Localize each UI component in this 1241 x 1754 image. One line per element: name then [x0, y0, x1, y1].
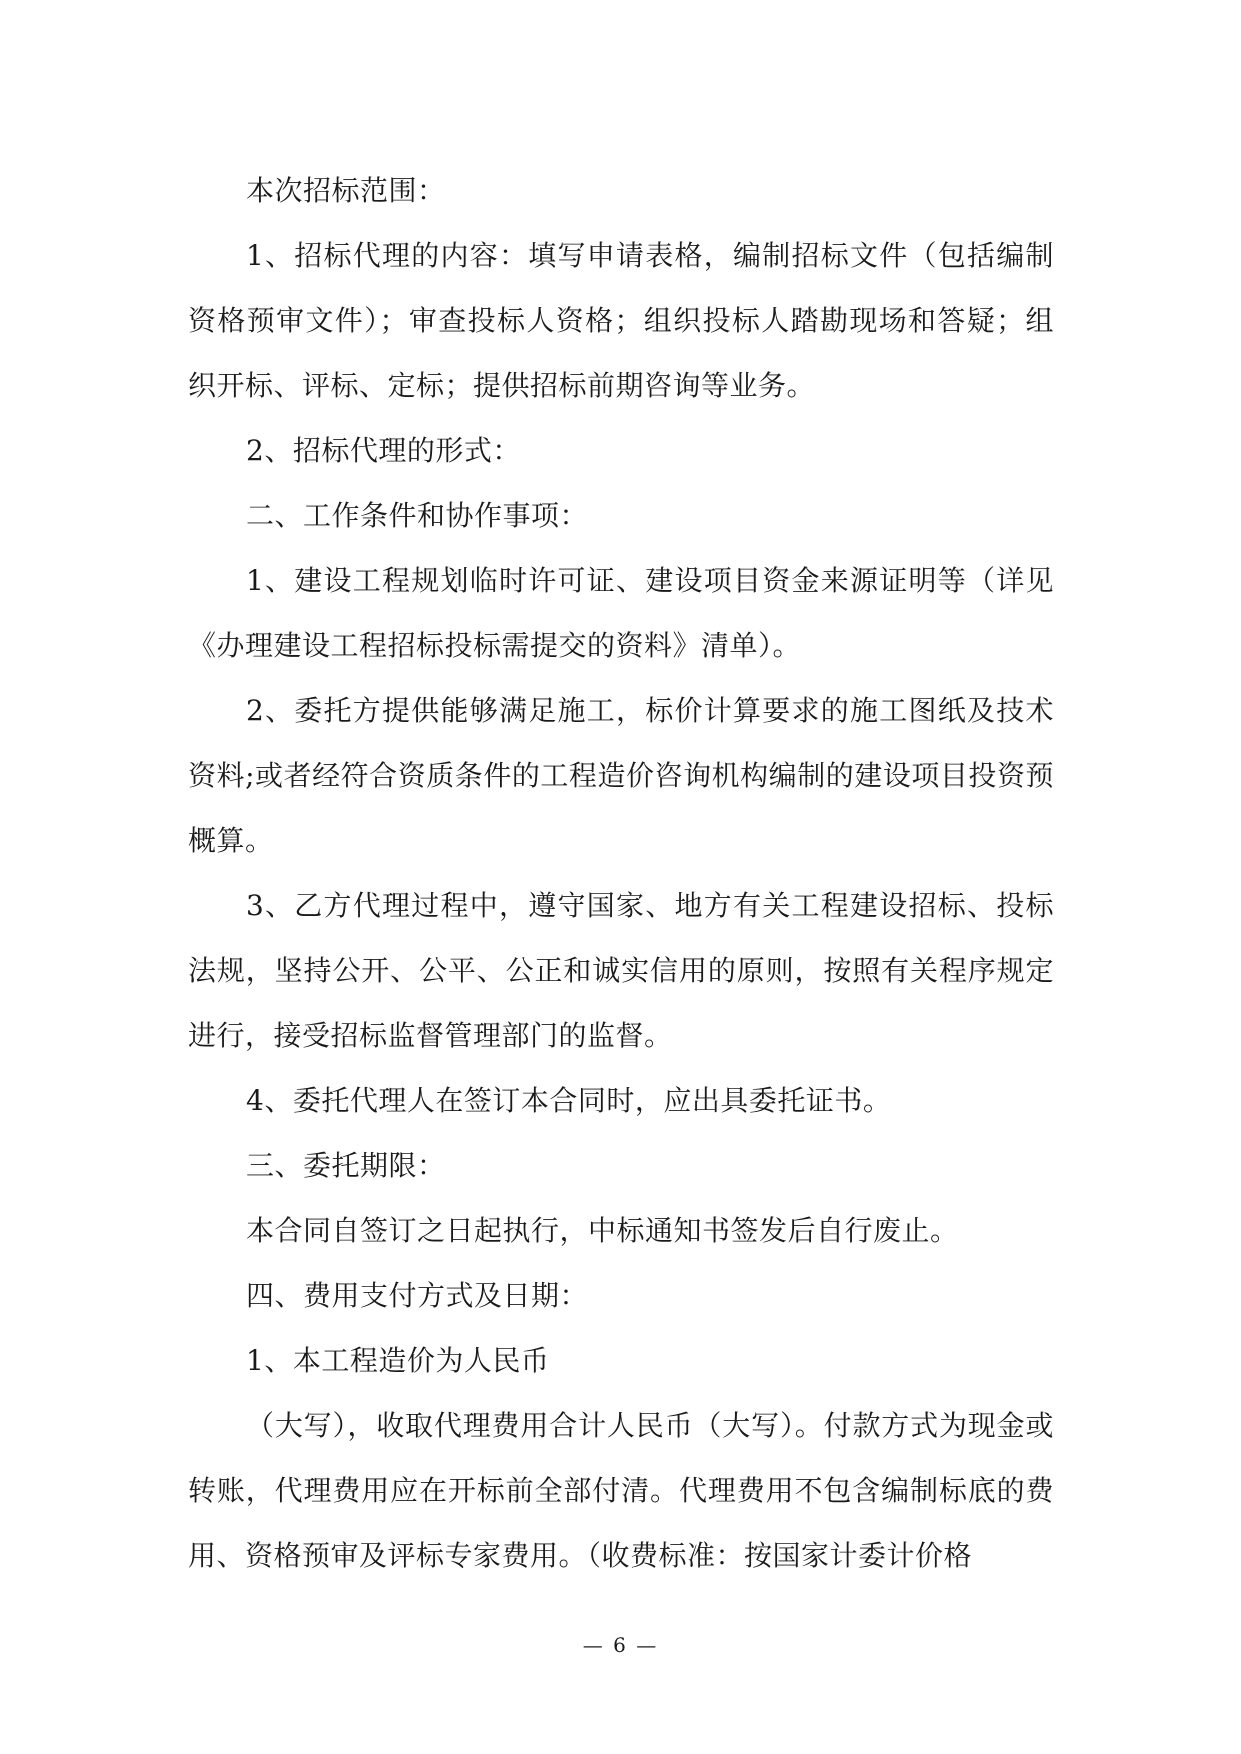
page-number: — 6 — [582, 1633, 659, 1657]
document-body [188, 158, 1054, 1588]
paragraph-scope-heading: 本次招标范围： [246, 174, 446, 207]
paragraph-condition-4: 4、委托代理人在签订本合同时，应出具委托证书。 [246, 1084, 892, 1117]
paragraph-payment-1: 1、本工程造价为人民币 [246, 1344, 550, 1377]
paragraph-agency-form: 2、招标代理的形式： [246, 434, 521, 467]
paragraph-term: 本合同自签订之日起执行，中标通知书签发后自行废止。 [246, 1214, 959, 1247]
section-heading-work-conditions: 二、工作条件和协作事项： [246, 499, 589, 532]
paragraph-payment-details: （大写），收取代理费用合计人民币（大写）。付款方式为现金或转账，代理费用应在开标前全部付清。代理费用不包含编制标底的费用、资格预审及评标专家费用。（收费标准：按国家计委计价格 [188, 1409, 1054, 1572]
paragraph-condition-3: 3、乙方代理过程中，遵守国家、地方有关工程建设招标、投标法规，坚持公开、公平、公正和诚实信用的原则，按照有关程序规定进行，接受招标监督管理部门的监督。 [188, 889, 1054, 1052]
paragraph-condition-1: 1、建设工程规划临时许可证、建设项目资金来源证明等（详见《办理建设工程招标投标需提交的资料》清单）。 [188, 564, 1054, 662]
paragraph-condition-2: 2、委托方提供能够满足施工，标价计算要求的施工图纸及技术资料;或者经符合资质条件的工程造价咨询机构编制的建设项目投资预概算。 [188, 694, 1054, 857]
section-heading-term: 三、委托期限： [246, 1149, 446, 1182]
paragraph-agency-content: 1、招标代理的内容：填写申请表格，编制招标文件（包括编制资格预审文件）；审查投标人资格；组织投标人踏勘现场和答疑；组织开标、评标、定标；提供招标前期咨询等业务。 [188, 239, 1054, 402]
section-heading-payment: 四、费用支付方式及日期： [246, 1279, 589, 1312]
